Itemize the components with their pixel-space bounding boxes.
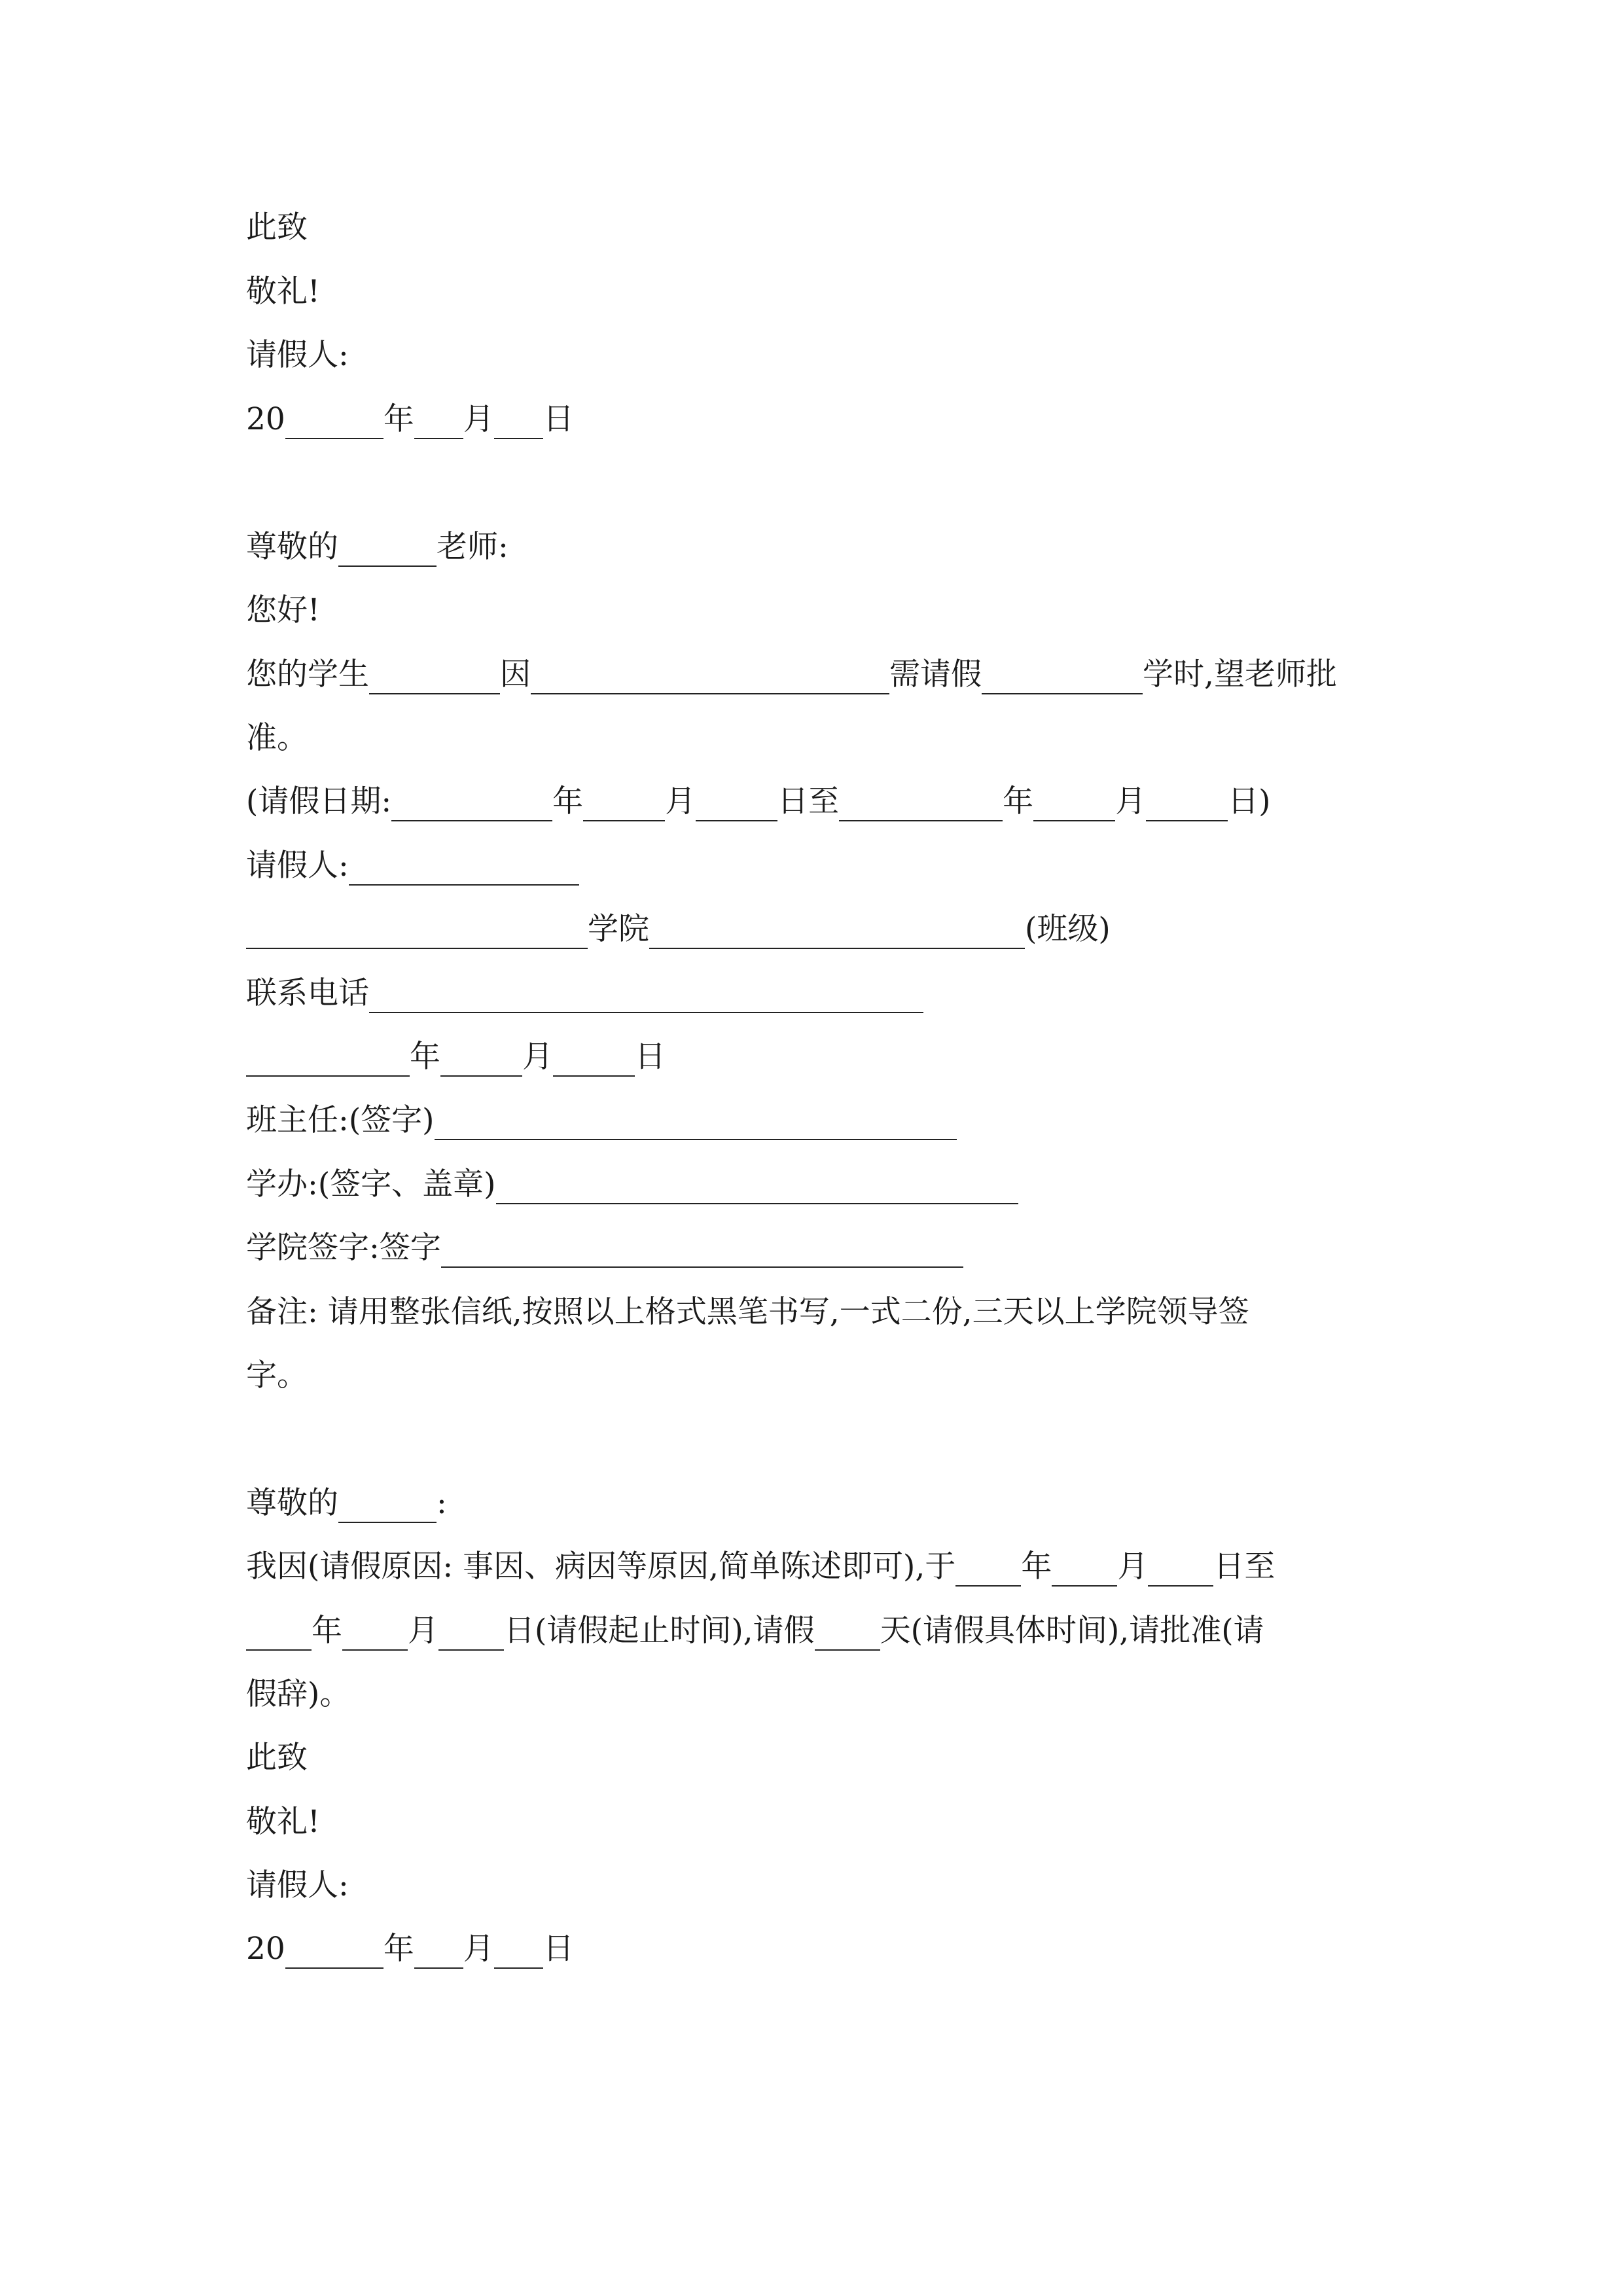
closing-text: 此致 (246, 209, 308, 245)
days-label: 天(请假具体时间),请批准(请 (880, 1613, 1264, 1649)
month-label-3: 月 (463, 1931, 494, 1967)
teacher-name-blank[interactable] (338, 535, 437, 567)
body-text-3: 假辞)。 (246, 1676, 351, 1712)
sign-year-label: 年 (410, 1039, 440, 1075)
college-sign-line (246, 1229, 963, 1268)
day-label-3: 日 (543, 1931, 574, 1967)
request-line-cont (246, 719, 308, 758)
body-line-3 (246, 1675, 350, 1714)
closing-line-3 (246, 1738, 308, 1778)
college-sign-blank[interactable] (441, 1236, 963, 1268)
applicant-label-3: 请假人: (246, 1867, 349, 1903)
greeting-prefix: 尊敬的 (246, 529, 338, 565)
sign-day-label: 日 (635, 1039, 666, 1075)
note-text: 备注: 请用整张信纸,按照以上格式黑笔书写,一式二份,三天以上学院领导签 (246, 1294, 1249, 1330)
year-prefix: 20 (246, 401, 285, 437)
end-month-blank[interactable] (1033, 790, 1115, 821)
to-day-blank[interactable] (438, 1619, 504, 1651)
student-office-blank[interactable] (496, 1173, 1018, 1204)
request-text-e: 准。 (246, 720, 308, 756)
sign-month-label: 月 (522, 1039, 553, 1075)
greeting-prefix-3: 尊敬的 (246, 1485, 338, 1521)
days-blank[interactable] (815, 1619, 880, 1651)
end-month-label: 月 (1115, 783, 1147, 819)
class-label: (班级) (1025, 911, 1111, 947)
college-sign-label: 学院签字:签字 (246, 1230, 441, 1266)
student-office-line (246, 1165, 1018, 1204)
to-month-label: 月 (408, 1613, 438, 1649)
from-day-label: 日至 (1213, 1549, 1275, 1585)
from-year-label: 年 (1021, 1549, 1052, 1585)
salute-line-3 (246, 1803, 320, 1842)
applicant-line-3 (246, 1866, 349, 1905)
request-text-d: 学时,望老师批 (1143, 656, 1337, 692)
to-day-label: 日(请假起止时间),请假 (504, 1613, 815, 1649)
student-office-label: 学办:(签字、盖章) (246, 1166, 496, 1202)
reason-blank[interactable] (531, 663, 889, 694)
greeting-line (246, 528, 508, 567)
year-label-3: 年 (383, 1931, 414, 1967)
college-label: 学院 (588, 911, 649, 947)
request-line (246, 655, 1337, 694)
start-year-blank[interactable] (391, 790, 552, 821)
salute-text-3: 敬礼! (246, 1804, 320, 1840)
period-label: (请假日期: (246, 783, 392, 819)
college-blank[interactable] (246, 918, 588, 949)
phone-blank[interactable] (369, 982, 923, 1013)
note-line-cont (246, 1356, 308, 1395)
hours-blank[interactable] (982, 663, 1143, 694)
month-blank-3[interactable] (414, 1937, 463, 1969)
end-day-blank[interactable] (1146, 790, 1228, 821)
to-month-blank[interactable] (342, 1619, 408, 1651)
sign-month-blank[interactable] (440, 1045, 522, 1077)
year-label: 年 (383, 401, 414, 437)
salute-line (246, 272, 320, 312)
year-blank-3[interactable] (285, 1937, 383, 1969)
from-year-blank[interactable] (955, 1555, 1021, 1587)
applicant-blank[interactable] (349, 854, 579, 886)
end-day-label: 日) (1228, 783, 1271, 819)
recipient-blank[interactable] (338, 1492, 437, 1523)
month-label: 月 (463, 401, 494, 437)
sign-day-blank[interactable] (553, 1045, 635, 1077)
head-teacher-label: 班主任:(签字) (246, 1102, 435, 1138)
to-year-blank[interactable] (246, 1619, 312, 1651)
applicant-label: 请假人: (246, 337, 349, 373)
from-month-label: 月 (1117, 1549, 1149, 1585)
body-line-1 (246, 1547, 1275, 1587)
start-day-label: 日至 (777, 783, 840, 819)
body-line-2 (246, 1611, 1264, 1651)
sign-year-blank[interactable] (246, 1045, 410, 1077)
closing-line (246, 208, 308, 247)
college-class-line (246, 910, 1111, 949)
student-name-blank[interactable] (369, 663, 500, 694)
sign-date-line (246, 1037, 666, 1077)
day-blank-3[interactable] (494, 1937, 543, 1969)
end-year-blank[interactable] (839, 790, 1003, 821)
phone-line (246, 974, 923, 1013)
request-text-a: 您的学生 (246, 656, 369, 692)
body-text-1: 我因(请假原因: 事因、病因等原因,简单陈述即可),于 (246, 1549, 956, 1585)
head-teacher-blank[interactable] (435, 1109, 957, 1140)
start-year-label: 年 (552, 783, 584, 819)
greeting-line-3 (246, 1484, 447, 1523)
phone-label: 联系电话 (246, 975, 369, 1011)
from-month-blank[interactable] (1052, 1555, 1117, 1587)
from-day-blank[interactable] (1148, 1555, 1213, 1587)
hello-line (246, 591, 320, 630)
salute-text: 敬礼! (246, 274, 320, 310)
greeting-suffix: 老师: (437, 529, 508, 565)
to-year-label: 年 (312, 1613, 342, 1649)
note-line (246, 1293, 1249, 1332)
note-text-cont: 字。 (246, 1357, 308, 1393)
year-prefix-3: 20 (246, 1931, 285, 1967)
start-month-label: 月 (665, 783, 696, 819)
applicant-line-2 (246, 846, 579, 886)
applicant-label-2: 请假人: (246, 848, 349, 884)
day-label: 日 (543, 401, 574, 437)
month-blank[interactable] (414, 408, 463, 439)
closing-text-3: 此致 (246, 1740, 308, 1776)
greeting-suffix-3: : (437, 1485, 447, 1521)
head-teacher-line (246, 1101, 957, 1140)
date-line-3 (246, 1929, 574, 1969)
day-blank[interactable] (494, 408, 543, 439)
end-year-label: 年 (1003, 783, 1034, 819)
date-line (246, 400, 574, 439)
year-blank[interactable] (285, 408, 383, 439)
start-day-blank[interactable] (696, 790, 777, 821)
period-line (246, 782, 1271, 821)
class-blank[interactable] (649, 918, 1025, 949)
start-month-blank[interactable] (583, 790, 665, 821)
request-text-c: 需请假 (889, 656, 982, 692)
request-text-b: 因 (500, 656, 531, 692)
hello-text: 您好! (246, 592, 320, 628)
applicant-line (246, 336, 349, 375)
